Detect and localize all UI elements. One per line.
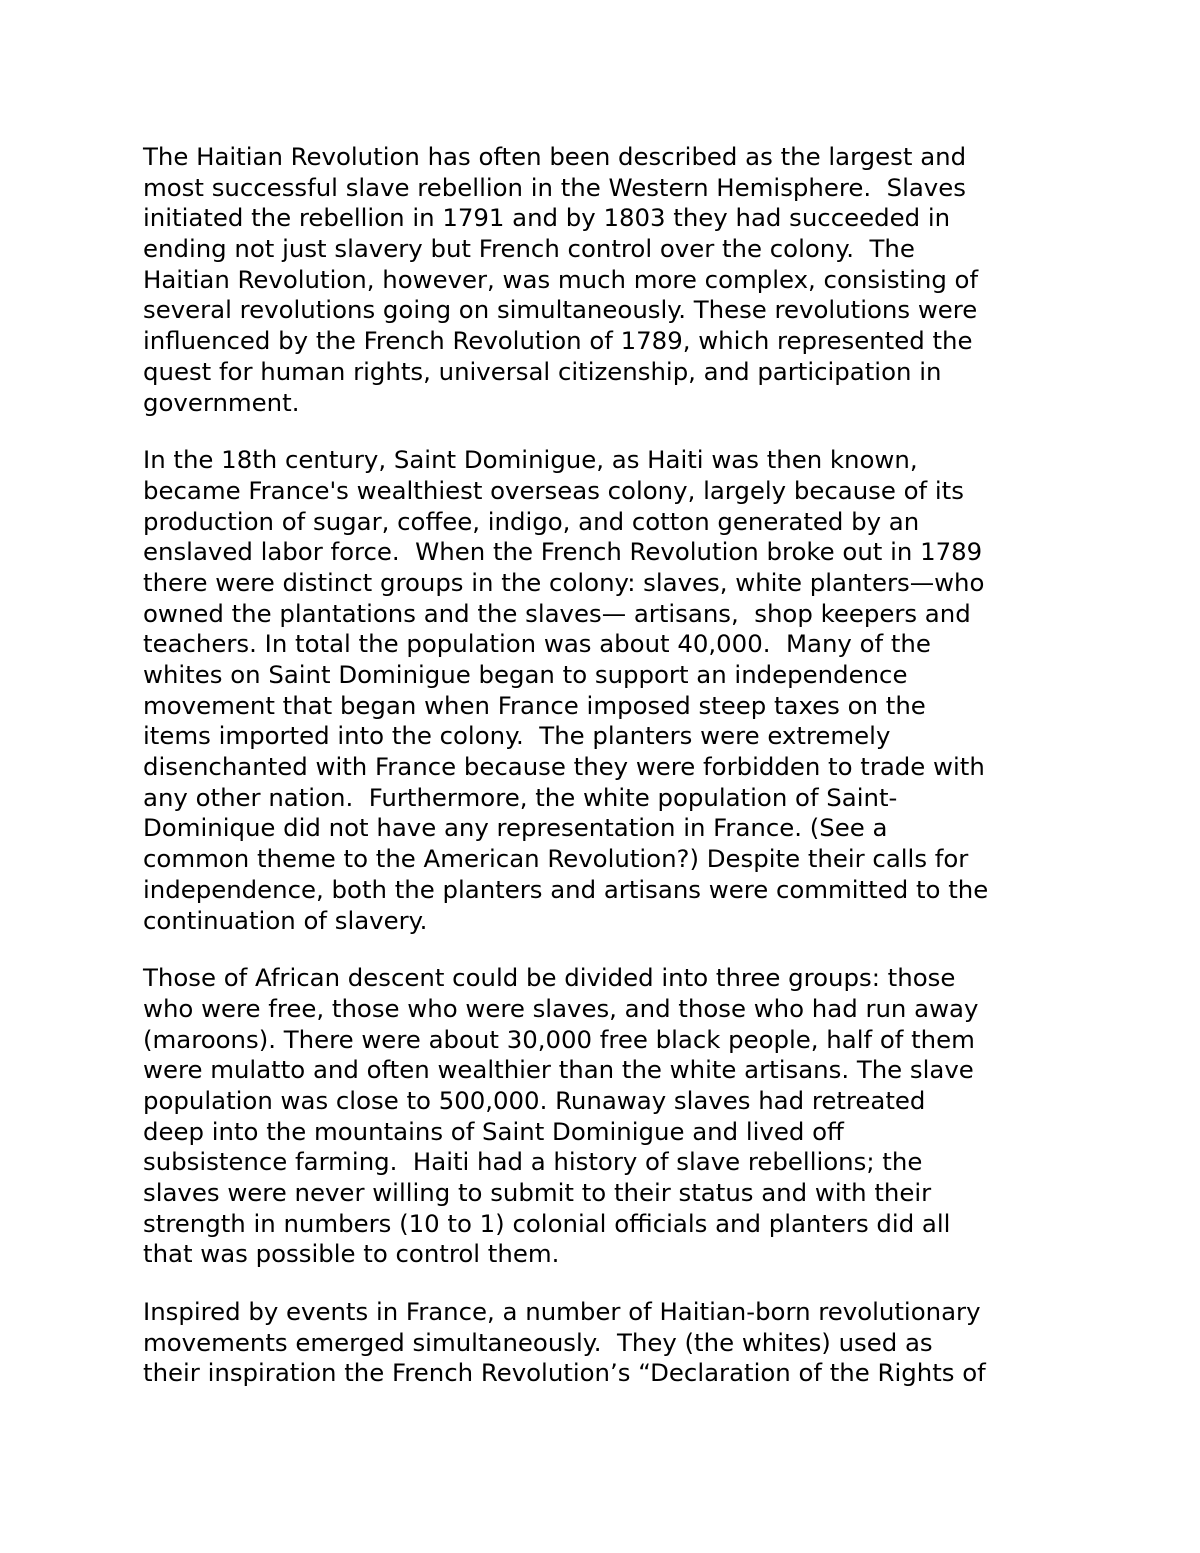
text-line: Dominique did not have any representation in France. (See a: [143, 813, 888, 843]
text-line: deep into the mountains of Saint Dominigue and lived off: [143, 1116, 844, 1146]
text-line: The Haitian Revolution has often been described as the largest and: [143, 142, 967, 171]
text-line: independence, both the planters and artisans were committed to the: [143, 874, 989, 904]
text-line: Inspired by events in France, a number of Haitian-born revolutionary: [143, 1297, 981, 1327]
text-line: enslaved labor force. When the French Revolution broke out in 1789: [143, 537, 983, 567]
paragraph-4: [143, 1297, 1083, 1389]
text-line: any other nation. Furthermore, the white population of Saint-: [143, 782, 898, 812]
text-line: Those of African descent could be divided into three groups: those: [143, 963, 956, 993]
text-line: initiated the rebellion in 1791 and by 1803 they had succeeded in: [143, 203, 951, 233]
text-line: items imported into the colony. The planters were extremely: [143, 721, 891, 751]
text-line: were mulatto and often wealthier than the white artisans. The slave: [143, 1055, 974, 1085]
text-line: that was possible to control them.: [143, 1239, 560, 1269]
text-line: strength in numbers (10 to 1) colonial officials and planters did all: [143, 1208, 951, 1238]
text-line: population was close to 500,000. Runaway slaves had retreated: [143, 1085, 926, 1115]
text-line: several revolutions going on simultaneously. These revolutions were: [143, 295, 978, 325]
text-line: In the 18th century, Saint Dominigue, as Haiti was then known,: [143, 445, 918, 475]
paragraph-3: [143, 963, 1083, 1270]
text-line: production of sugar, coffee, indigo, and cotton generated by an: [143, 506, 920, 536]
paragraph-1: [143, 142, 1083, 418]
text-line: there were distinct groups in the colony: slaves, white planters—who: [143, 567, 985, 597]
text-line: teachers. In total the population was about 40,000. Many of the: [143, 629, 931, 659]
text-line: whites on Saint Dominigue began to support an independence: [143, 660, 908, 689]
text-line: subsistence farming. Haiti had a history of slave rebellions; the: [143, 1147, 923, 1177]
text-line: (maroons). There were about 30,000 free black people, half of them: [143, 1024, 975, 1054]
text-line: quest for human rights, universal citizenship, and participation in: [143, 356, 942, 386]
text-line: who were free, those who were slaves, and those who had run away: [143, 993, 979, 1023]
text-line: government.: [143, 387, 300, 417]
text-line: Haitian Revolution, however, was much more complex, consisting of: [143, 264, 979, 294]
text-line: owned the plantations and the slaves— artisans, shop keepers and: [143, 598, 971, 628]
text-line: common theme to the American Revolution?) Despite their calls for: [143, 844, 969, 874]
text-line: became France's wealthiest overseas colony, largely because of its: [143, 475, 964, 505]
text-line: movements emerged simultaneously. They (the whites) used as: [143, 1327, 933, 1357]
text-line: continuation of slavery.: [143, 905, 428, 935]
text-line: influenced by the French Revolution of 1789, which represented the: [143, 326, 973, 356]
text-line: ending not just slavery but French control over the colony. The: [143, 234, 915, 264]
paragraph-2: [143, 445, 1083, 936]
text-line: movement that began when France imposed steep taxes on the: [143, 690, 926, 720]
text-line: slaves were never willing to submit to their status and with their: [143, 1178, 932, 1207]
document-body: [143, 142, 1083, 1416]
text-line: their inspiration the French Revolution’s “Declaration of the Rights of: [143, 1358, 986, 1388]
text-line: most successful slave rebellion in the Western Hemisphere. Slaves: [143, 172, 966, 202]
text-line: disenchanted with France because they were forbidden to trade with: [143, 752, 985, 782]
